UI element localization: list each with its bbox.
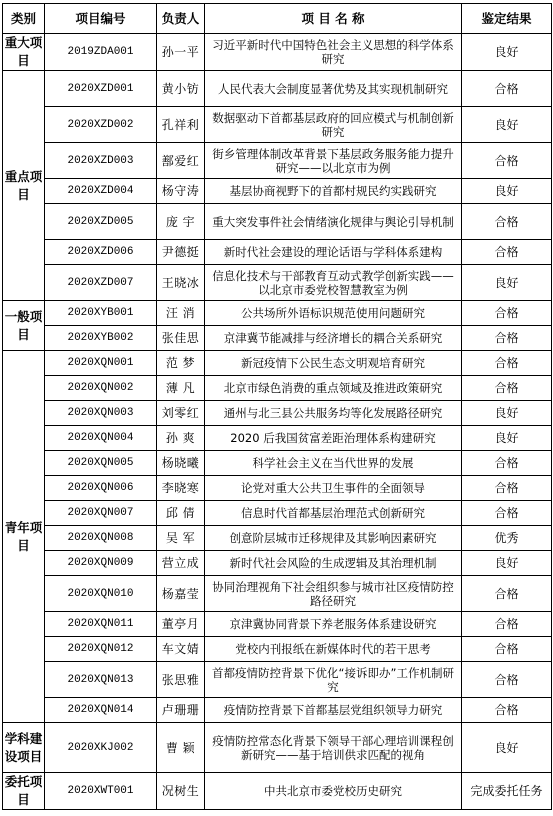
project-name: 首都疫情防控背景下优化“接诉即办”工作机制研究: [205, 662, 462, 698]
project-name: 习近平新时代中国特色社会主义思想的科学体系研究: [205, 34, 462, 71]
project-code: 2020XQN003: [45, 401, 157, 426]
evaluation-result: 合格: [462, 637, 552, 662]
evaluation-result: 良好: [462, 34, 552, 71]
table-row: [3, 451, 552, 476]
table-row: [3, 204, 552, 240]
project-leader: 况树生: [157, 773, 205, 810]
project-name: 公共场所外语标识规范使用问题研究: [205, 301, 462, 326]
evaluation-result: 良好: [462, 723, 552, 773]
project-code: 2020XQN008: [45, 526, 157, 551]
project-name: 中共北京市委党校历史研究: [205, 773, 462, 810]
project-leader: 孙一平: [157, 34, 205, 71]
table-row: [3, 107, 552, 143]
project-leader: 汪 消: [157, 301, 205, 326]
project-leader: 卢珊珊: [157, 698, 205, 723]
project-leader: 曹 颖: [157, 723, 205, 773]
project-code: 2020XZD001: [45, 71, 157, 107]
table-row: [3, 326, 552, 351]
evaluation-result: 合格: [462, 71, 552, 107]
project-leader: 薄 凡: [157, 376, 205, 401]
evaluation-result: 合格: [462, 501, 552, 526]
project-code: 2020XZD003: [45, 143, 157, 179]
evaluation-result: 良好: [462, 426, 552, 451]
table-row: [3, 662, 552, 698]
project-name: 信息化技术与干部教育互动式教学创新实践——以北京市委党校智慧教室为例: [205, 265, 462, 301]
project-name: 北京市绿色消费的重点领域及推进政策研究: [205, 376, 462, 401]
table-row: [3, 637, 552, 662]
table-row: [3, 240, 552, 265]
project-code: 2020XZD002: [45, 107, 157, 143]
evaluation-result: 合格: [462, 376, 552, 401]
project-leader: 孔祥利: [157, 107, 205, 143]
project-leader: 庞 宇: [157, 204, 205, 240]
project-name: 通州与北三县公共服务均等化发展路径研究: [205, 401, 462, 426]
category-cell: 重点项目: [3, 71, 45, 301]
project-name: 新时代社会风险的生成逻辑及其治理机制: [205, 551, 462, 576]
header-result: 鉴定结果: [462, 4, 552, 34]
evaluation-result: 良好: [462, 179, 552, 204]
project-code: 2020XWT001: [45, 773, 157, 810]
project-leader: 张思雅: [157, 662, 205, 698]
table-row: [3, 351, 552, 376]
header-name: 项 目 名 称: [205, 4, 462, 34]
project-code: 2020XQN007: [45, 501, 157, 526]
header-category: 类别: [3, 4, 45, 34]
project-name: 创意阶层城市迁移规律及其影响因素研究: [205, 526, 462, 551]
evaluation-result: 合格: [462, 301, 552, 326]
evaluation-result: 合格: [462, 662, 552, 698]
project-leader: 杨嘉莹: [157, 576, 205, 612]
table-row: [3, 551, 552, 576]
project-code: 2020XQN002: [45, 376, 157, 401]
table-row: [3, 526, 552, 551]
project-code: 2020XYB002: [45, 326, 157, 351]
project-name: 科学社会主义在当代世界的发展: [205, 451, 462, 476]
table-row: [3, 71, 552, 107]
project-leader: 车文婧: [157, 637, 205, 662]
table-row: [3, 34, 552, 71]
table-row: [3, 773, 552, 810]
project-code: 2020XQN006: [45, 476, 157, 501]
header-person: 负责人: [157, 4, 205, 34]
category-cell: 青年项目: [3, 351, 45, 723]
project-code: 2020XZD005: [45, 204, 157, 240]
project-code: 2020XQN011: [45, 612, 157, 637]
project-leader: 邱 倩: [157, 501, 205, 526]
table-row: [3, 401, 552, 426]
project-leader: 杨守涛: [157, 179, 205, 204]
evaluation-result: 良好: [462, 401, 552, 426]
table-row: [3, 265, 552, 301]
project-code: 2020XYB001: [45, 301, 157, 326]
table-row: [3, 612, 552, 637]
project-name: 京津冀协同背景下养老服务体系建设研究: [205, 612, 462, 637]
category-cell: 一般项目: [3, 301, 45, 351]
header-code: 项目编号: [45, 4, 157, 34]
project-leader: 尹德挺: [157, 240, 205, 265]
table-row: [3, 376, 552, 401]
project-name: 重大突发事件社会情绪演化规律与舆论引导机制: [205, 204, 462, 240]
project-leader: 杨晓曦: [157, 451, 205, 476]
project-code: 2019ZDA001: [45, 34, 157, 71]
project-name: 基层协商视野下的首都村规民约实践研究: [205, 179, 462, 204]
project-code: 2020XQN001: [45, 351, 157, 376]
table-row: [3, 476, 552, 501]
evaluation-result: 良好: [462, 265, 552, 301]
project-leader: 吴 军: [157, 526, 205, 551]
evaluation-result: 合格: [462, 576, 552, 612]
project-leader: 营立成: [157, 551, 205, 576]
evaluation-result: 良好: [462, 107, 552, 143]
project-name: 街乡管理体制改革背景下基层政务服务能力提升研究——以北京市为例: [205, 143, 462, 179]
project-name: 京津冀节能减排与经济增长的耦合关系研究: [205, 326, 462, 351]
project-leader: 张佳思: [157, 326, 205, 351]
table-row: [3, 301, 552, 326]
project-leader: 黄小钫: [157, 71, 205, 107]
evaluation-result: 合格: [462, 451, 552, 476]
evaluation-result: 合格: [462, 612, 552, 637]
table-row: [3, 179, 552, 204]
project-leader: 刘零红: [157, 401, 205, 426]
table-header-row: [3, 4, 552, 34]
table-row: [3, 698, 552, 723]
evaluation-result: 优秀: [462, 526, 552, 551]
project-name: 信息时代首都基层治理范式创新研究: [205, 501, 462, 526]
evaluation-result: 合格: [462, 204, 552, 240]
project-leader: 董亭月: [157, 612, 205, 637]
category-cell: 学科建设项目: [3, 723, 45, 773]
project-name: 疫情防控背景下首都基层党组织领导力研究: [205, 698, 462, 723]
project-leader: 范 梦: [157, 351, 205, 376]
project-code: 2020XQN013: [45, 662, 157, 698]
project-code: 2020XQN004: [45, 426, 157, 451]
project-code: 2020XQN012: [45, 637, 157, 662]
project-code: 2020XQN005: [45, 451, 157, 476]
project-leader: 鄯爱红: [157, 143, 205, 179]
evaluation-result: 合格: [462, 326, 552, 351]
category-cell: 委托项目: [3, 773, 45, 810]
project-name: 新冠疫情下公民生态文明观培育研究: [205, 351, 462, 376]
project-code: 2020XZD007: [45, 265, 157, 301]
project-evaluation-table: [2, 3, 552, 810]
project-name: 疫情防控常态化背景下领导干部心理培训课程创新研究——基于培训供求匹配的视角: [205, 723, 462, 773]
evaluation-result: 完成委托任务: [462, 773, 552, 810]
evaluation-result: 合格: [462, 698, 552, 723]
project-name: 论党对重大公共卫生事件的全面领导: [205, 476, 462, 501]
evaluation-result: 合格: [462, 351, 552, 376]
project-code: 2020XZD004: [45, 179, 157, 204]
project-name: 党校内刊报纸在新媒体时代的若干思考: [205, 637, 462, 662]
evaluation-result: 合格: [462, 476, 552, 501]
evaluation-result: 良好: [462, 551, 552, 576]
evaluation-result: 合格: [462, 143, 552, 179]
category-cell: 重大项目: [3, 34, 45, 71]
project-name: 数据驱动下首都基层政府的回应模式与机制创新研究: [205, 107, 462, 143]
table-row: [3, 501, 552, 526]
project-name: 2020 后我国贫富差距治理体系构建研究: [205, 426, 462, 451]
table-row: [3, 143, 552, 179]
project-code: 2020XQN014: [45, 698, 157, 723]
table-row: [3, 426, 552, 451]
project-name: 人民代表大会制度显著优势及其实现机制研究: [205, 71, 462, 107]
project-code: 2020XQN010: [45, 576, 157, 612]
project-leader: 孙 爽: [157, 426, 205, 451]
table-row: [3, 723, 552, 773]
evaluation-result: 合格: [462, 240, 552, 265]
project-leader: 李晓寒: [157, 476, 205, 501]
table-row: [3, 576, 552, 612]
project-code: 2020XZD006: [45, 240, 157, 265]
project-name: 协同治理视角下社会组织参与城市社区疫情防控路径研究: [205, 576, 462, 612]
project-code: 2020XKJ002: [45, 723, 157, 773]
project-leader: 王晓冰: [157, 265, 205, 301]
project-name: 新时代社会建设的理论话语与学科体系建构: [205, 240, 462, 265]
project-code: 2020XQN009: [45, 551, 157, 576]
